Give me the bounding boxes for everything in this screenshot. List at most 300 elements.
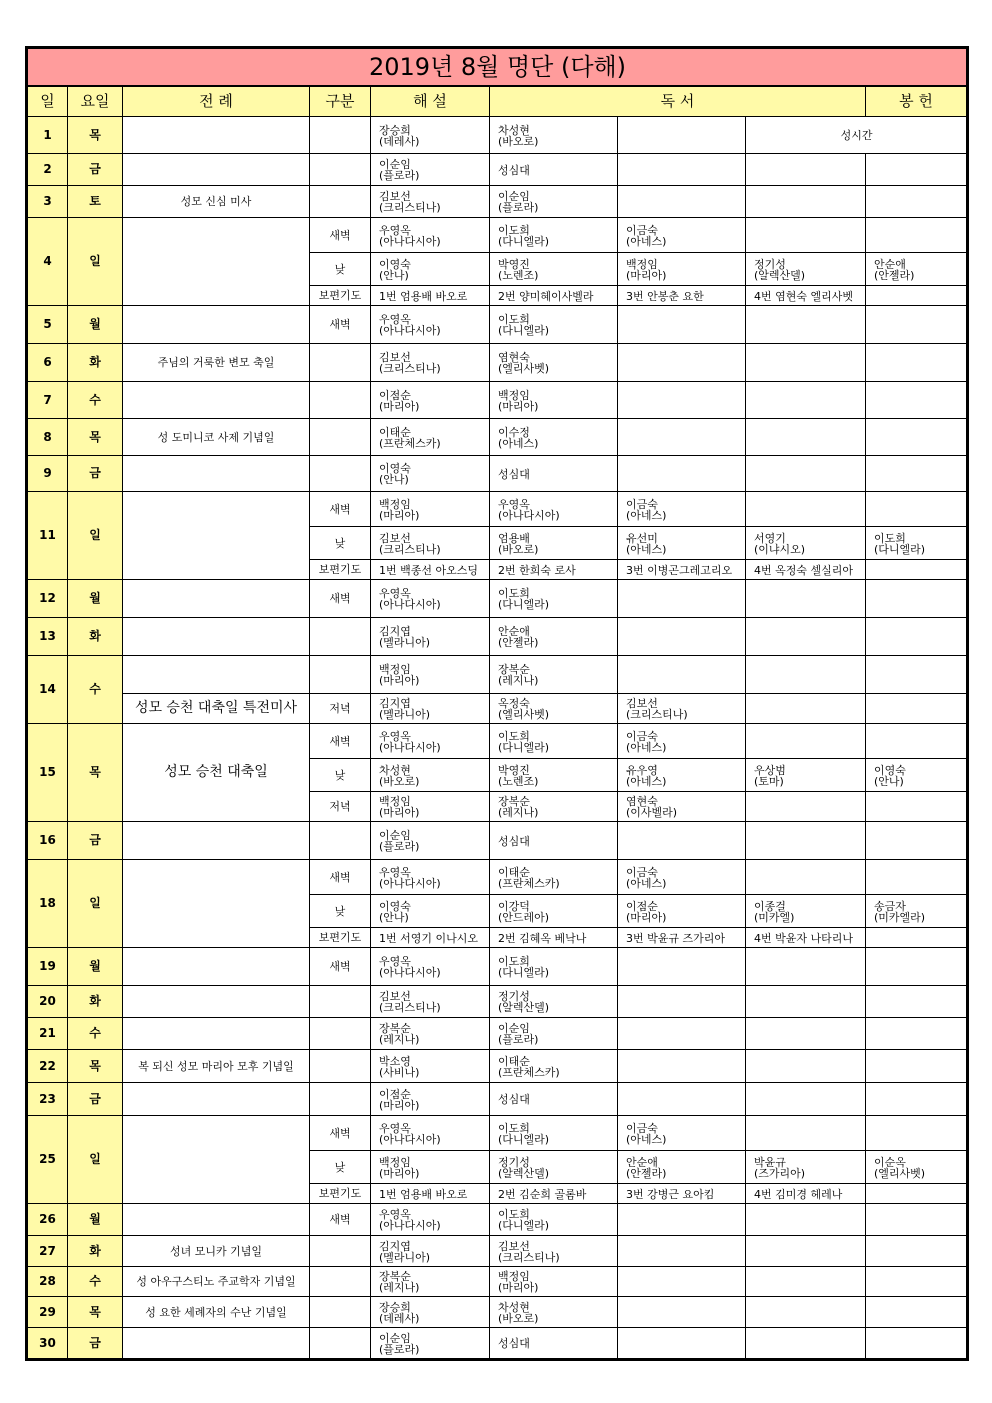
reader-1-line: 백정임: [498, 1270, 530, 1283]
commentator: [371, 1018, 490, 1050]
offerer-2: [866, 580, 968, 618]
schedule-table: [25, 46, 969, 1361]
offerer-2: [866, 1236, 968, 1267]
reader-2: [618, 895, 746, 928]
reader-1-line: 이태순: [498, 865, 530, 879]
reader-1-line: (다니엘라): [498, 1132, 550, 1146]
offerer-1: [746, 1267, 866, 1297]
weekday: 수: [68, 1018, 123, 1050]
table-row: [27, 117, 968, 154]
reader-1-line: 이순임: [498, 1022, 530, 1035]
reader-1: [490, 1018, 618, 1050]
prayer-1: 1번 엄용배 바오로: [371, 286, 490, 306]
reader-1-line: 박영진: [498, 257, 530, 271]
table-row: [27, 382, 968, 419]
reader-2-line: (아네스): [626, 542, 667, 556]
section-cell: [310, 1328, 371, 1360]
commentator-line: 김지엽: [379, 625, 411, 638]
liturgy-cell: [123, 656, 310, 694]
day-number: 14: [27, 656, 68, 724]
reader-2-line: (아네스): [626, 876, 667, 890]
reader-1-line: 안순애: [498, 625, 530, 638]
offerer-1-line: 서영기: [754, 531, 786, 545]
reader-1-line: 이도희: [498, 729, 530, 743]
reader-2-line: 백정임: [626, 257, 658, 271]
day-number: 13: [27, 618, 68, 656]
commentator: [371, 306, 490, 344]
reader-1-line: 옥정숙: [498, 697, 530, 710]
table-row: [27, 580, 968, 618]
reader-2-line: (마리아): [626, 268, 667, 282]
reader-2: [618, 1083, 746, 1116]
reader-1: [490, 117, 618, 154]
table-row: [27, 492, 968, 527]
table-row: [27, 986, 968, 1018]
offerer-2: [866, 1083, 968, 1116]
commentator-line: 우영옥: [379, 313, 411, 326]
reader-2: [618, 1151, 746, 1184]
header-weekday: 요일: [68, 86, 123, 117]
commentator-line: 우영옥: [379, 865, 411, 879]
reader-1-line: (레지나): [498, 674, 539, 687]
section-cell: 새벽: [310, 948, 371, 986]
reader-1-line: 성심대: [498, 163, 530, 177]
table-row: [27, 656, 968, 694]
liturgy-cell: 성모 신심 미사: [123, 186, 310, 218]
reader-2-line: 이금숙: [626, 865, 658, 879]
reader-1: [490, 1116, 618, 1151]
commentator: [371, 1116, 490, 1151]
commentator: [371, 860, 490, 895]
day-number: 26: [27, 1204, 68, 1236]
table-row: [27, 724, 968, 759]
liturgy-cell: [123, 860, 310, 948]
liturgy-cell: [123, 218, 310, 306]
table-row: [27, 419, 968, 456]
commentator-line: 장복순: [379, 1022, 411, 1035]
commentator-line: (안나): [379, 268, 409, 282]
liturgy-cell: [123, 986, 310, 1018]
offerer-2: [866, 1151, 968, 1184]
liturgy-cell: 성녀 모니카 기념일: [123, 1236, 310, 1267]
section-cell: [310, 382, 371, 419]
commentator-line: 우영옥: [379, 955, 411, 968]
commentator-line: (레지나): [379, 1033, 420, 1046]
offerer-1: [746, 1297, 866, 1328]
reader-1-line: 이도희: [498, 1121, 530, 1135]
reader-2-line: 안순애: [626, 1155, 658, 1169]
offerer-1: [746, 895, 866, 928]
prayer-3: 3번 이병곤그레고리오: [618, 560, 746, 580]
weekday: 월: [68, 948, 123, 986]
reader-2: [618, 580, 746, 618]
reader-1-line: (노렌조): [498, 774, 539, 788]
commentator-line: (멜라니아): [379, 636, 431, 649]
offerer-1: [746, 656, 866, 694]
section-cell: [310, 618, 371, 656]
commentator: [371, 117, 490, 154]
commentator: [371, 186, 490, 218]
section-cell: 새벽: [310, 1204, 371, 1236]
day-number: 7: [27, 382, 68, 419]
reader-1: [490, 694, 618, 724]
offerer-2: [866, 1267, 968, 1297]
offerer-1: [746, 792, 866, 822]
commentator-line: 우영옥: [379, 1208, 411, 1221]
commentator-line: 백정임: [379, 497, 411, 511]
section-cell: 새벽: [310, 1116, 371, 1151]
commentator: [371, 1050, 490, 1083]
liturgy-cell: [123, 1018, 310, 1050]
commentator: [371, 154, 490, 186]
reader-1: [490, 186, 618, 218]
prayer-2: 2번 양미혜이사벨라: [490, 286, 618, 306]
commentator: [371, 1083, 490, 1116]
liturgy-cell: 성 도미니코 사제 기념일: [123, 419, 310, 456]
commentator-line: 백정임: [379, 1155, 411, 1169]
header-row: [27, 86, 968, 117]
reader-2: [618, 1204, 746, 1236]
day-number: 1: [27, 117, 68, 154]
commentator-line: (아나다시아): [379, 876, 441, 890]
offerer-1: [746, 456, 866, 492]
liturgy-cell: 복 되신 성모 마리아 모후 기념일: [123, 1050, 310, 1083]
reader-1: [490, 860, 618, 895]
prayer-4: 4번 옥정숙 셀실리아: [746, 560, 866, 580]
offerer-2: [866, 1328, 968, 1360]
section-cell: 낮: [310, 759, 371, 792]
table-row: [27, 1083, 968, 1116]
reader-1: [490, 792, 618, 822]
commentator-line: 우영옥: [379, 223, 411, 237]
commentator-line: (마리아): [379, 674, 420, 687]
commentator-line: (아나다시아): [379, 324, 441, 337]
reader-1: [490, 724, 618, 759]
reader-1: [490, 1083, 618, 1116]
section-cell: 새벽: [310, 580, 371, 618]
reader-1: [490, 456, 618, 492]
offerer-2: [866, 986, 968, 1018]
day-number: 12: [27, 580, 68, 618]
day-number: 21: [27, 1018, 68, 1050]
commentator-line: 우영옥: [379, 587, 411, 600]
offerer-2-line: 이도희: [874, 531, 906, 545]
reader-1: [490, 218, 618, 253]
commentator: [371, 344, 490, 382]
commentator-line: 김보선: [379, 351, 411, 364]
section-cell: 새벽: [310, 218, 371, 253]
reader-2: [618, 218, 746, 253]
commentator-line: 이순임: [379, 1331, 411, 1345]
offerer-1: [746, 154, 866, 186]
reader-1-line: (다니엘라): [498, 598, 550, 611]
commentator: [371, 1328, 490, 1360]
reader-1-line: (마리아): [498, 399, 539, 413]
section-cell: [310, 1267, 371, 1297]
commentator: [371, 218, 490, 253]
section-cell: [310, 1018, 371, 1050]
commentator: [371, 492, 490, 527]
reader-2-line: 염현숙: [626, 795, 658, 808]
reader-2-line: (크리스티나): [626, 708, 688, 721]
liturgy-cell: 성 아우구스티노 주교학자 기념일: [123, 1267, 310, 1297]
section-cell: [310, 186, 371, 218]
table-row: [27, 306, 968, 344]
offerer-2: [866, 1050, 968, 1083]
offerer-2: [866, 928, 968, 948]
page-title: 2019년 8월 명단 (다해): [27, 48, 968, 87]
reader-1: [490, 656, 618, 694]
reader-2: [618, 527, 746, 560]
weekday: 목: [68, 1050, 123, 1083]
liturgy-cell: [123, 948, 310, 986]
commentator: [371, 580, 490, 618]
commentator-line: (데레사): [379, 134, 420, 148]
reader-1: [490, 1050, 618, 1083]
reader-1: [490, 527, 618, 560]
reader-1: [490, 419, 618, 456]
day-number: 30: [27, 1328, 68, 1360]
reader-2: [618, 492, 746, 527]
reader-1-line: (바오로): [498, 134, 539, 148]
offerer-1: [746, 1116, 866, 1151]
prayer-2: 2번 김혜옥 베낙나: [490, 928, 618, 948]
liturgy-cell: [123, 382, 310, 419]
reader-2-line: 이금숙: [626, 223, 658, 237]
section-cell: 보편기도: [310, 928, 371, 948]
offerer-1: [746, 1151, 866, 1184]
offerer-1: [746, 986, 866, 1018]
offerer-1: [746, 306, 866, 344]
reader-2: [618, 792, 746, 822]
commentator-line: (마리아): [379, 399, 420, 413]
reader-1: [490, 253, 618, 286]
liturgy-cell: [123, 117, 310, 154]
liturgy-cell: 성모 승천 대축일: [123, 724, 310, 822]
commentator: [371, 253, 490, 286]
reader-1: [490, 948, 618, 986]
weekday: 목: [68, 724, 123, 822]
day-number: 6: [27, 344, 68, 382]
table-row: [27, 344, 968, 382]
table-row: [27, 456, 968, 492]
commentator: [371, 895, 490, 928]
liturgy-cell: [123, 1328, 310, 1360]
reader-1: [490, 1236, 618, 1267]
offerer-2: [866, 694, 968, 724]
commentator: [371, 792, 490, 822]
reader-1-line: 차성현: [498, 123, 530, 137]
commentator-line: 김보선: [379, 990, 411, 1003]
reader-1-line: 김보선: [498, 1239, 530, 1253]
reader-2: [618, 948, 746, 986]
offerer-1-line: 우상범: [754, 763, 786, 777]
offerer-1: [746, 948, 866, 986]
reader-1-line: 이도희: [498, 223, 530, 237]
reader-1-line: (엘리사벳): [498, 362, 550, 375]
weekday: 일: [68, 492, 123, 580]
commentator-line: (레지나): [379, 1281, 420, 1294]
section-cell: 저녁: [310, 792, 371, 822]
offerer-1: [746, 759, 866, 792]
commentator-line: 김지엽: [379, 697, 411, 710]
commentator: [371, 456, 490, 492]
reader-2: [618, 117, 746, 154]
commentator: [371, 724, 490, 759]
offerer-1: [746, 1236, 866, 1267]
commentator-line: 김지엽: [379, 1239, 411, 1253]
section-cell: [310, 986, 371, 1018]
reader-1-line: (바오로): [498, 1311, 539, 1325]
day-number: 28: [27, 1267, 68, 1297]
reader-2: [618, 154, 746, 186]
offerer-1: [746, 218, 866, 253]
offerer-2-line: 송금자: [874, 899, 906, 913]
prayer-2: 2번 김순희 골롬바: [490, 1184, 618, 1204]
commentator: [371, 694, 490, 724]
commentator: [371, 1267, 490, 1297]
offerer-2: [866, 1018, 968, 1050]
weekday: 일: [68, 860, 123, 948]
day-number: 5: [27, 306, 68, 344]
commentator-line: 이영숙: [379, 899, 411, 913]
offerer-2: [866, 792, 968, 822]
table-row: [27, 1236, 968, 1267]
reader-1-line: (다니엘라): [498, 1219, 550, 1232]
offerer-1: [746, 186, 866, 218]
day-number: 9: [27, 456, 68, 492]
table-row: [27, 186, 968, 218]
offerer-1-line: (알렉산델): [754, 268, 806, 282]
commentator: [371, 382, 490, 419]
table-row: [27, 618, 968, 656]
reader-1: [490, 580, 618, 618]
offerer-2: [866, 306, 968, 344]
reader-1-line: (알렉산델): [498, 1001, 550, 1014]
commentator: [371, 1236, 490, 1267]
header-offering: 봉 헌: [866, 86, 968, 117]
reader-1-line: (안젤라): [498, 636, 539, 649]
offerer-2: [866, 382, 968, 419]
offerer-1: [746, 580, 866, 618]
commentator-line: 박소영: [379, 1054, 411, 1068]
reader-2: [618, 1236, 746, 1267]
commentator: [371, 1297, 490, 1328]
commentator-line: (프란체스카): [379, 436, 441, 450]
reader-1: [490, 492, 618, 527]
reader-2-line: 이금숙: [626, 1121, 658, 1135]
liturgy-cell: [123, 1083, 310, 1116]
reader-1-line: (마리아): [498, 1281, 539, 1294]
reader-2-line: (아네스): [626, 234, 667, 248]
offerer-2: [866, 253, 968, 286]
reader-2: [618, 1328, 746, 1360]
commentator-line: (아나다시아): [379, 1132, 441, 1146]
weekday: 월: [68, 580, 123, 618]
reader-1-line: 이수정: [498, 425, 530, 439]
liturgy-cell: [123, 1204, 310, 1236]
weekday: 금: [68, 822, 123, 860]
reader-1-line: 이강덕: [498, 899, 530, 913]
reader-1: [490, 1267, 618, 1297]
offerer-2: [866, 1297, 968, 1328]
section-cell: 낮: [310, 253, 371, 286]
weekday: 목: [68, 1297, 123, 1328]
reader-1: [490, 1328, 618, 1360]
section-cell: [310, 117, 371, 154]
offerer-2: [866, 186, 968, 218]
commentator-line: 우영옥: [379, 729, 411, 743]
reader-2: [618, 1267, 746, 1297]
offerer-2: [866, 618, 968, 656]
section-cell: [310, 419, 371, 456]
commentator-line: (마리아): [379, 508, 420, 522]
reader-1: [490, 986, 618, 1018]
commentator: [371, 822, 490, 860]
section-cell: 보편기도: [310, 1184, 371, 1204]
reader-1-line: 성심대: [498, 1093, 530, 1106]
weekday: 월: [68, 306, 123, 344]
offerer-1: [746, 1204, 866, 1236]
liturgy-cell: [123, 492, 310, 580]
reader-1-line: (다니엘라): [498, 324, 550, 337]
day-number: 11: [27, 492, 68, 580]
offerer-2: [866, 860, 968, 895]
reader-1: [490, 759, 618, 792]
reader-2: [618, 1116, 746, 1151]
day-number: 2: [27, 154, 68, 186]
offerer-1: [746, 694, 866, 724]
offerer-1: [746, 822, 866, 860]
section-cell: [310, 1050, 371, 1083]
reader-1-line: 성심대: [498, 834, 530, 848]
weekday: 목: [68, 419, 123, 456]
liturgy-cell: [123, 1116, 310, 1204]
table-row: [27, 694, 968, 724]
reader-1-line: 정기성: [498, 990, 530, 1003]
reader-2: [618, 344, 746, 382]
weekday: 일: [68, 1116, 123, 1204]
table-row: [27, 948, 968, 986]
reader-1-line: (다니엘라): [498, 234, 550, 248]
commentator-line: 장승희: [379, 1300, 411, 1314]
reader-1-line: (프란체스카): [498, 1065, 560, 1079]
commentator-line: (사비나): [379, 1065, 420, 1079]
commentator: [371, 948, 490, 986]
reader-1-line: (프란체스카): [498, 876, 560, 890]
section-cell: 낮: [310, 527, 371, 560]
reader-2: [618, 822, 746, 860]
day-number: 29: [27, 1297, 68, 1328]
reader-1-line: 염현숙: [498, 351, 530, 364]
commentator-line: 이순임: [379, 158, 411, 171]
reader-1-line: 이도희: [498, 955, 530, 968]
offerer-2: [866, 895, 968, 928]
table-row: [27, 822, 968, 860]
weekday: 토: [68, 186, 123, 218]
day-number: 20: [27, 986, 68, 1018]
offerer-1: [746, 618, 866, 656]
commentator-line: 김보선: [379, 190, 411, 203]
offerer-2: [866, 1184, 968, 1204]
commentator-line: 장승희: [379, 123, 411, 137]
offerer-2: [866, 948, 968, 986]
reader-2: [618, 419, 746, 456]
day-number: 16: [27, 822, 68, 860]
reader-2: [618, 694, 746, 724]
header-liturgy: 전 례: [123, 86, 310, 117]
offerer-1: [746, 253, 866, 286]
